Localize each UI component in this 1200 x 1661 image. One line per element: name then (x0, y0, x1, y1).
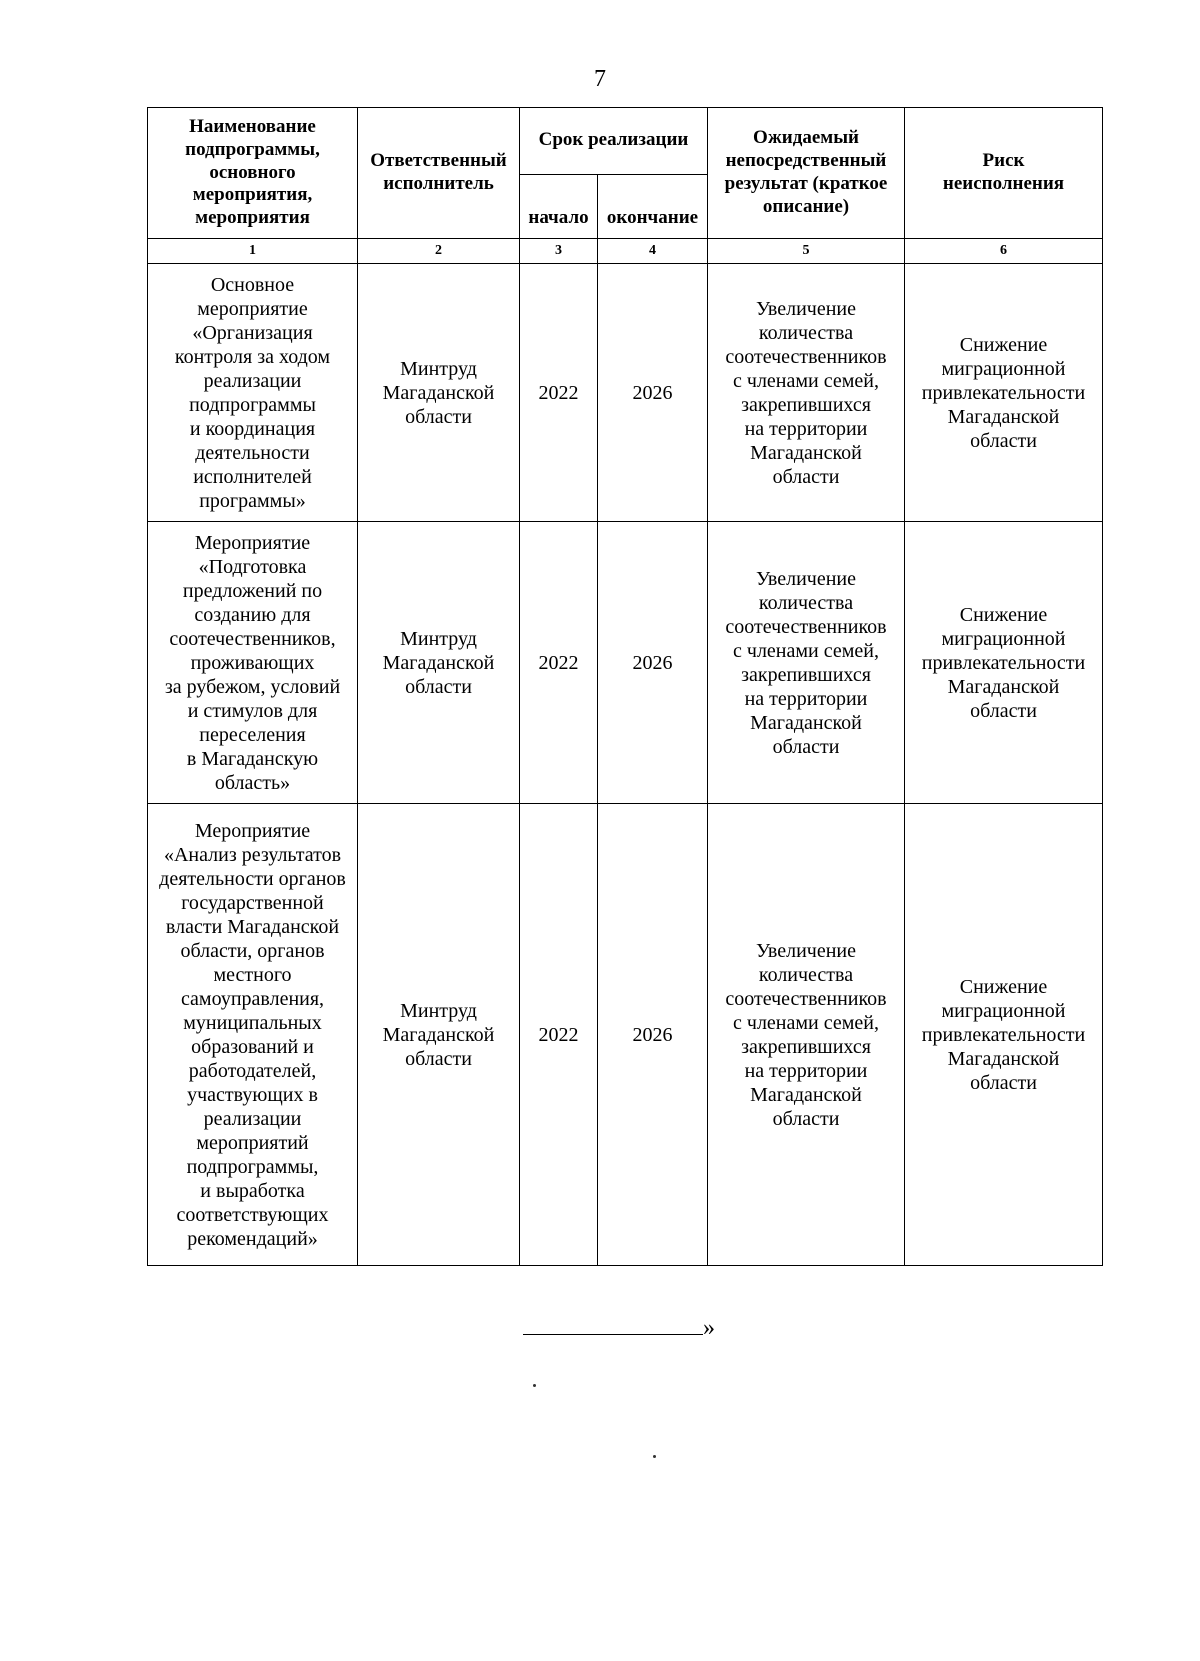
responsible-cell: Минтруд Магаданской области (358, 522, 520, 804)
subprogram-activities-table (147, 107, 1103, 1266)
header-risk: Риск неисполнения (905, 108, 1103, 239)
expected-result-cell: Увеличение количества соотечественников с членами семей, закрепившихся на территории Магаданской области (708, 804, 905, 1266)
column-number-row (148, 239, 1103, 264)
column-number: 6 (905, 239, 1103, 264)
risk-cell: Снижение миграционной привлекательности Магаданской области (905, 264, 1103, 522)
column-number: 4 (598, 239, 708, 264)
column-number: 5 (708, 239, 905, 264)
header-start: начало (520, 174, 598, 239)
responsible-cell: Минтруд Магаданской области (358, 804, 520, 1266)
activity-name-cell: Мероприятие «Подготовка предложений по созданию для соотечественников, проживающих за рубежом, условий и стимулов для переселения в Магаданскую область» (148, 522, 358, 804)
closing-line (523, 1315, 715, 1342)
end-year-cell: 2026 (598, 804, 708, 1266)
scan-speck (653, 1455, 656, 1458)
start-year-cell: 2022 (520, 804, 598, 1266)
closing-quote: » (703, 1315, 715, 1341)
column-number: 2 (358, 239, 520, 264)
table-row (148, 522, 1103, 804)
activity-name-cell: Мероприятие «Анализ результатов деятельности органов государственной власти Магаданской области, органов местного самоуправления, муниципальных образований и работодателей, участвующих в реализации мероприятий подпрограммы, и выработка соответствующих рекомендаций» (148, 804, 358, 1266)
activity-name-cell: Основное мероприятие «Организация контроля за ходом реализации подпрограммы и координация деятельности исполнителей программы» (148, 264, 358, 522)
scan-speck (533, 1384, 536, 1387)
risk-cell: Снижение миграционной привлекательности Магаданской области (905, 804, 1103, 1266)
page-number: 7 (594, 66, 606, 92)
signature-rule (523, 1316, 703, 1335)
end-year-cell: 2026 (598, 264, 708, 522)
end-year-cell: 2026 (598, 522, 708, 804)
header-expected-result: Ожидаемый непосредственный результат (краткое описание) (708, 108, 905, 239)
table-row (148, 264, 1103, 522)
header-name: Наименование подпрограммы, основного мероприятия, мероприятия (148, 108, 358, 239)
risk-cell: Снижение миграционной привлекательности Магаданской области (905, 522, 1103, 804)
column-number: 1 (148, 239, 358, 264)
header-end: окончание (598, 174, 708, 239)
start-year-cell: 2022 (520, 264, 598, 522)
start-year-cell: 2022 (520, 522, 598, 804)
expected-result-cell: Увеличение количества соотечественников с членами семей, закрепившихся на территории Магаданской области (708, 522, 905, 804)
expected-result-cell: Увеличение количества соотечественников с членами семей, закрепившихся на территории Магаданской области (708, 264, 905, 522)
header-responsible: Ответственный исполнитель (358, 108, 520, 239)
responsible-cell: Минтруд Магаданской области (358, 264, 520, 522)
column-number: 3 (520, 239, 598, 264)
header-period: Срок реализации (520, 108, 708, 175)
table-row (148, 804, 1103, 1266)
